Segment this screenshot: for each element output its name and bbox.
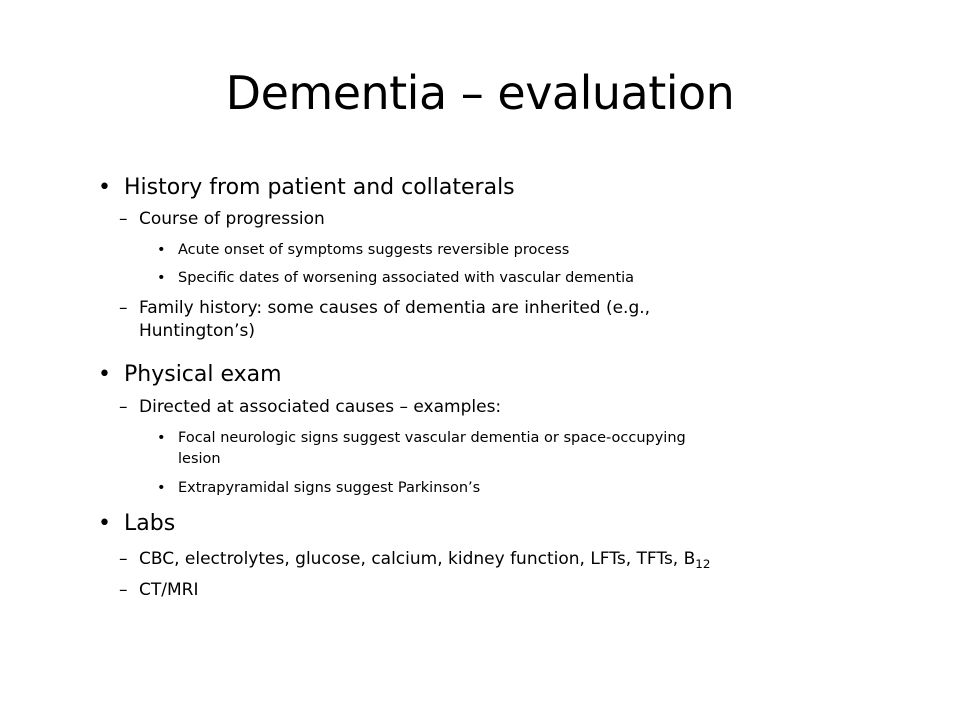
- bullet-dot: •: [157, 270, 166, 286]
- bullet-dot: •: [98, 511, 111, 536]
- family-history-line2: Huntington’s): [139, 321, 256, 341]
- family-history-line1: Family history: some causes of dementia are inherited (e.g.,: [139, 298, 651, 318]
- dash: –: [119, 549, 128, 569]
- detail-acute-onset-text: Acute onset of symptoms suggests reversible process: [178, 242, 570, 258]
- sub-bullet-course-text: Course of progression: [139, 209, 325, 229]
- dash: –: [119, 580, 128, 600]
- b12-subscript: 12: [695, 557, 711, 572]
- dash: –: [119, 298, 128, 318]
- bullet-dot: •: [98, 175, 111, 200]
- sub-bullet-imaging-text: CT/MRI: [139, 580, 199, 600]
- bullet-dot: •: [157, 242, 166, 258]
- bullet-dot: •: [157, 430, 166, 446]
- detail-extrapyramidal-text: Extrapyramidal signs suggest Parkinson’s: [178, 480, 481, 496]
- lab-tests-text: CBC, electrolytes, glucose, calcium, kidney function, LFTs, TFTs, B: [139, 549, 696, 569]
- detail-specific-dates-text: Specific dates of worsening associated with vascular dementia: [178, 270, 635, 286]
- sub-bullet-directed-text: Directed at associated causes – examples:: [139, 397, 502, 417]
- slide-title: Dementia – evaluation: [225, 66, 735, 120]
- bullet-physical-exam-text: Physical exam: [124, 362, 282, 387]
- sub-bullet-lab-tests-text: [139, 549, 710, 570]
- focal-signs-line2: lesion: [178, 451, 221, 467]
- bullet-history-text: History from patient and collaterals: [124, 175, 515, 200]
- bullet-dot: •: [98, 362, 111, 387]
- focal-signs-line1: Focal neurologic signs suggest vascular dementia or space-occupying: [178, 430, 686, 446]
- bullet-dot: •: [157, 480, 166, 496]
- bullet-labs-text: Labs: [124, 511, 176, 536]
- dash: –: [119, 209, 128, 229]
- dash: –: [119, 397, 128, 417]
